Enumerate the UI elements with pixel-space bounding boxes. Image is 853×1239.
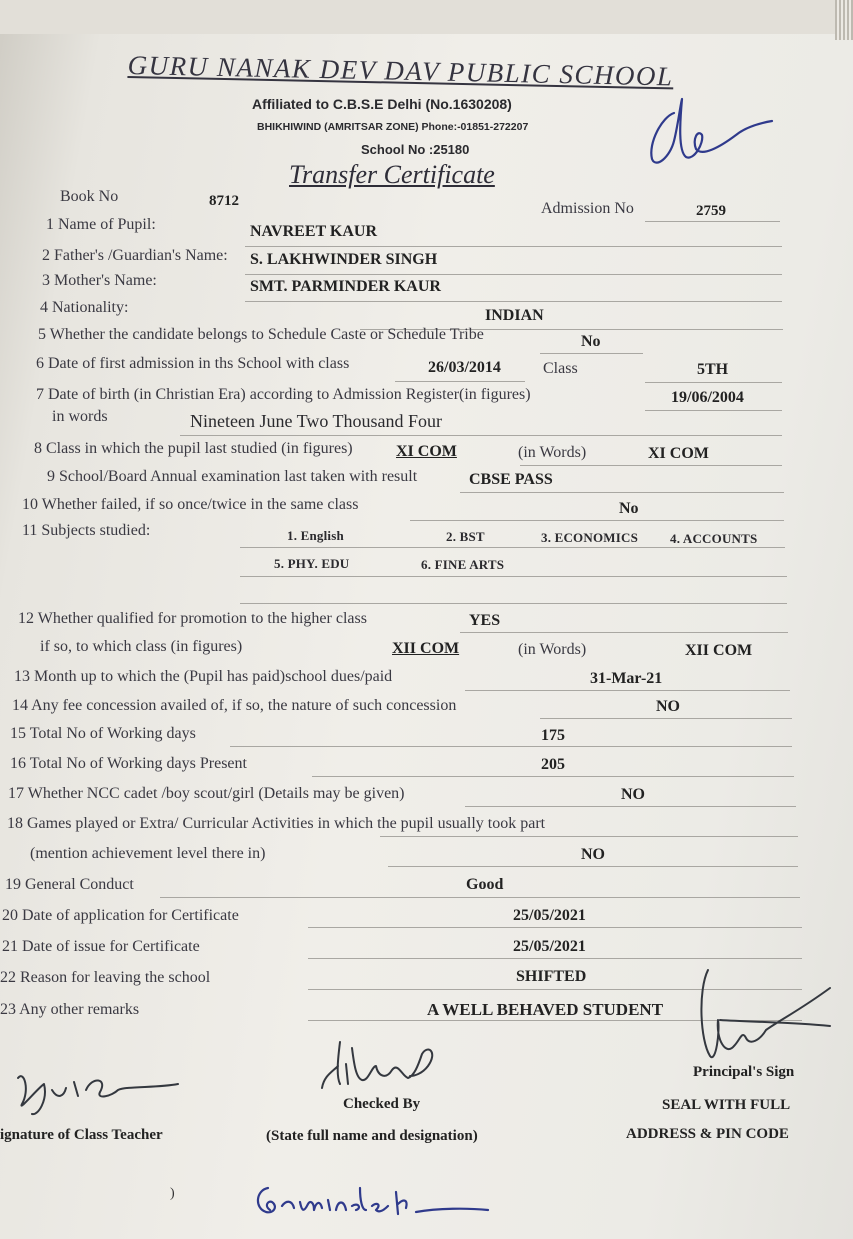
field-label: 16 Total No of Working days Present xyxy=(10,755,247,772)
last-class-words: XI COM xyxy=(648,445,709,462)
admission-no-value: 2759 xyxy=(696,203,726,219)
field-label: 15 Total No of Working days xyxy=(10,725,196,742)
field-label: 23 Any other remarks xyxy=(0,1001,140,1018)
subject-item: 6. FINE ARTS xyxy=(421,557,505,572)
pen-mark: ) xyxy=(170,1186,175,1201)
checked-by-signature xyxy=(318,1036,448,1096)
field-label: 20 Date of application for Certificate xyxy=(2,907,239,924)
rule xyxy=(240,547,785,548)
name-signature xyxy=(248,1178,498,1228)
rule xyxy=(645,221,780,222)
rule xyxy=(460,632,788,633)
seal-line-2: ADDRESS & PIN CODE xyxy=(626,1126,789,1142)
application-date-value: 25/05/2021 xyxy=(513,907,586,924)
book-no-value: 8712 xyxy=(209,193,239,209)
page-edge xyxy=(835,0,853,40)
rule xyxy=(645,382,782,383)
remarks-value: A WELL BEHAVED STUDENT xyxy=(427,1000,664,1019)
seal-line-1: SEAL WITH FULL xyxy=(662,1097,791,1113)
field-label: 13 Month up to which the (Pupil has paid)school dues/paid xyxy=(14,668,393,685)
dues-paid-value: 31-Mar-21 xyxy=(590,670,663,687)
class-teacher-signature xyxy=(8,1060,188,1120)
field-label: 9 School/Board Annual examination last taken with result xyxy=(47,468,418,485)
book-no-label: Book No xyxy=(60,188,119,205)
rule xyxy=(410,520,784,521)
field-label: 18 Games played or Extra/ Curricular Activities in which the pupil usually took part xyxy=(7,815,546,832)
field-label: 17 Whether NCC cadet /boy scout/girl (Details may be given) xyxy=(8,785,405,802)
rule xyxy=(540,353,643,354)
last-class-figures: XI COM xyxy=(396,443,457,460)
failed-value: No xyxy=(619,500,639,517)
checked-by-note: (State full name and designation) xyxy=(266,1128,478,1144)
rule xyxy=(645,410,782,411)
class-teacher-signature-label: ignature of Class Teacher xyxy=(0,1127,163,1143)
sub-label: (mention achievement level there in) xyxy=(30,845,266,862)
school-number: School No :25180 xyxy=(361,142,470,157)
rule xyxy=(230,746,792,747)
rule xyxy=(160,897,800,898)
first-admission-date: 26/03/2014 xyxy=(428,359,501,376)
promotion-value: YES xyxy=(469,612,501,629)
conduct-value: Good xyxy=(466,876,504,893)
caste-value: No xyxy=(581,333,601,350)
rule xyxy=(388,866,798,867)
field-label: 4 Nationality: xyxy=(40,299,129,316)
rule xyxy=(540,718,792,719)
exam-result-value: CBSE PASS xyxy=(469,471,553,488)
promotion-class-figures: XII COM xyxy=(392,640,460,657)
field-label: 6 Date of first admission in ths School with class xyxy=(36,355,350,372)
rule xyxy=(240,576,787,577)
rule xyxy=(308,958,802,959)
leaving-reason-value: SHIFTED xyxy=(516,968,587,985)
ncc-value: NO xyxy=(621,786,645,803)
school-name: GURU NANAK DEV DAV PUBLIC SCHOOL xyxy=(127,50,674,92)
dob-words-value: Nineteen June Two Thousand Four xyxy=(190,411,443,431)
rule xyxy=(308,927,802,928)
days-present-value: 205 xyxy=(541,756,565,773)
rule xyxy=(312,776,794,777)
issue-date-value: 25/05/2021 xyxy=(513,938,586,955)
in-words-label: (in Words) xyxy=(518,444,587,461)
subject-item: 4. ACCOUNTS xyxy=(670,531,758,546)
mother-name-value: SMT. PARMINDER KAUR xyxy=(250,278,441,295)
rule xyxy=(395,381,525,382)
in-words-label: in words xyxy=(52,408,108,425)
rule xyxy=(520,465,782,466)
subject-item: 1. English xyxy=(287,528,344,543)
nationality-value: INDIAN xyxy=(485,307,544,324)
father-name-value: S. LAKHWINDER SINGH xyxy=(250,251,438,268)
fee-concession-value: NO xyxy=(656,698,680,715)
field-label: 21 Date of issue for Certificate xyxy=(2,938,200,955)
field-label: 22 Reason for leaving the school xyxy=(0,969,211,986)
rule xyxy=(465,806,796,807)
top-strip xyxy=(0,0,853,34)
subject-item: 2. BST xyxy=(446,529,485,544)
field-label: 12 Whether qualified for promotion to the higher class xyxy=(18,610,367,627)
sub-label: if so, to which class (in figures) xyxy=(40,638,243,655)
field-label: 5 Whether the candidate belongs to Schedule Caste or Schedule Tribe xyxy=(38,326,484,343)
field-label: 2 Father's /Guardian's Name: xyxy=(42,247,228,264)
rule xyxy=(240,603,787,604)
initials-scribble xyxy=(640,95,780,175)
principal-sign-label: Principal's Sign xyxy=(693,1064,795,1080)
field-label: 11 Subjects studied: xyxy=(22,522,151,539)
pupil-name-value: NAVREET KAUR xyxy=(250,223,377,240)
rule xyxy=(380,836,798,837)
first-admission-class: 5TH xyxy=(697,361,729,378)
field-label: 14 Any fee concession availed of, if so, the nature of such concession xyxy=(12,697,457,714)
rule xyxy=(245,274,782,275)
school-address: BHIKHIWIND (AMRITSAR ZONE) Phone:-01851-272207 xyxy=(257,121,529,133)
field-label: 19 General Conduct xyxy=(5,876,134,893)
field-label: 10 Whether failed, if so once/twice in the same class xyxy=(22,496,359,513)
field-label: 7 Date of birth (in Christian Era) according to Admission Register(in figures) xyxy=(36,386,531,403)
principal-signature xyxy=(690,960,840,1070)
class-label: Class xyxy=(543,360,578,377)
rule xyxy=(245,301,782,302)
rule xyxy=(245,246,782,247)
dob-figures-value: 19/06/2004 xyxy=(671,389,744,406)
rule xyxy=(465,690,790,691)
activities-value: NO xyxy=(581,846,605,863)
promotion-class-words: XII COM xyxy=(685,642,753,659)
in-words-label: (in Words) xyxy=(518,641,587,658)
affiliation-text: Affiliated to C.B.S.E Delhi (No.1630208) xyxy=(252,96,512,112)
document-title: Transfer Certificate xyxy=(289,160,495,189)
field-label: 1 Name of Pupil: xyxy=(46,216,156,233)
subject-item: 3. ECONOMICS xyxy=(541,530,639,545)
field-label: 3 Mother's Name: xyxy=(42,272,157,289)
working-days-value: 175 xyxy=(541,727,565,744)
rule xyxy=(460,492,784,493)
checked-by-label: Checked By xyxy=(343,1096,421,1112)
subject-item: 5. PHY. EDU xyxy=(274,556,350,571)
rule xyxy=(180,435,782,436)
admission-no-label: Admission No xyxy=(541,200,634,217)
field-label: 8 Class in which the pupil last studied (in figures) xyxy=(34,440,353,457)
